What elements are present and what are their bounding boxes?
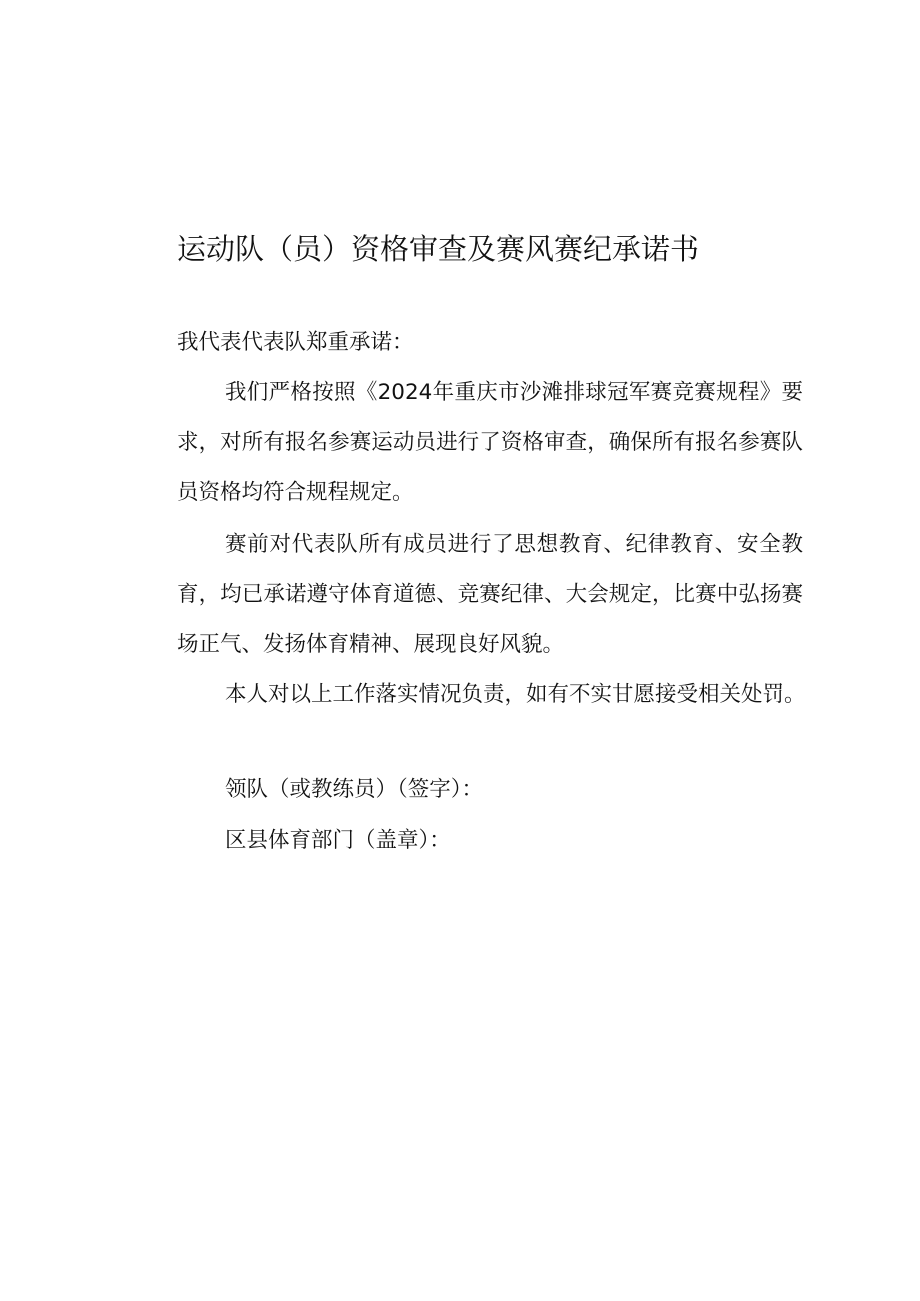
salutation: 我代表代表队郑重承诺：: [177, 330, 414, 355]
paragraph-responsibility: 本人对以上工作落实情况负责，如有不实甘愿接受相关处罚。: [225, 682, 806, 707]
department-seal-line: 区县体育部门（盖章）：: [225, 828, 451, 853]
paragraph-qualification: 我们严格按照《2024年重庆市沙滩排球冠军赛竞赛规程》要求，对所有报名参赛运动员进行了资格审查，确保所有报名参赛队员资格均符合规程规定。: [177, 380, 803, 505]
paragraph-discipline: 赛前对代表队所有成员进行了思想教育、纪律教育、安全教育，均已承诺遵守体育道德、竞赛纪律、大会规定，比赛中弘扬赛场正气、发扬体育精神、展现良好风貌。: [177, 532, 803, 657]
document-title: 运动队（员）资格审查及赛风赛纪承诺书: [177, 232, 700, 266]
leader-signature-line: 领队（或教练员）（签字）：: [225, 777, 484, 802]
